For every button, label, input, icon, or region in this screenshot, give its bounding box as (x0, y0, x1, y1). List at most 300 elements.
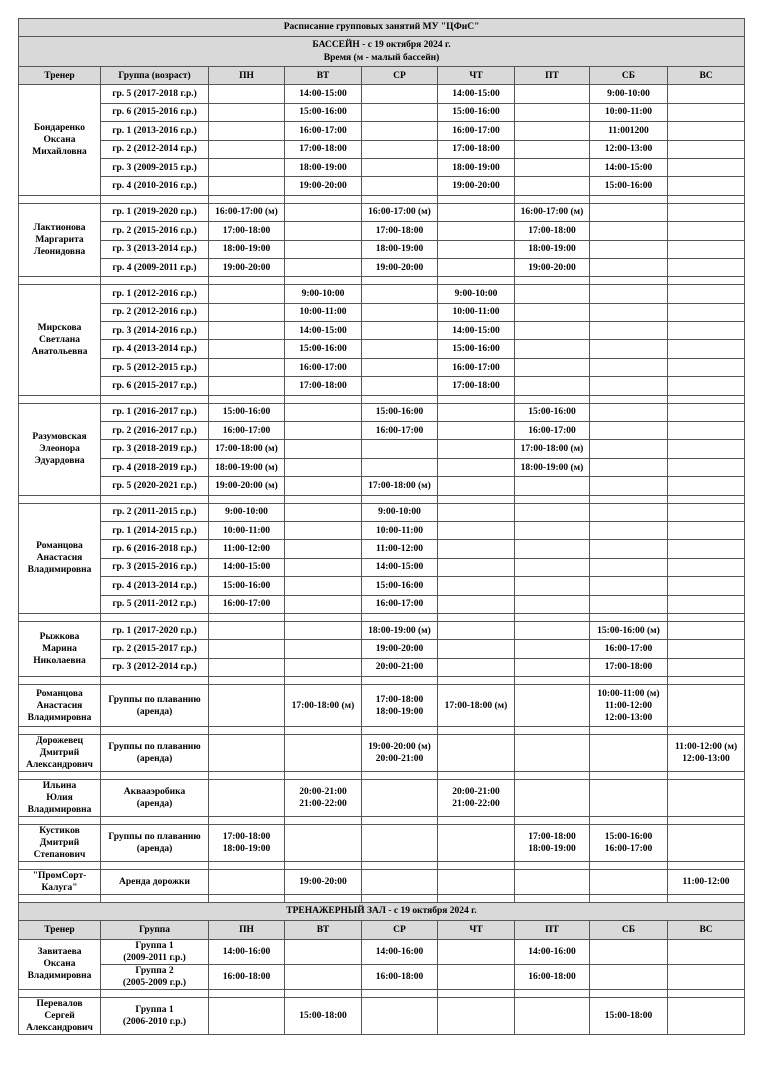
time-cell (590, 939, 668, 964)
group-cell: Аренда дорожки (101, 870, 209, 895)
time-cell (438, 540, 515, 558)
time-cell (515, 521, 590, 539)
spacer-cell (590, 895, 668, 903)
time-cell (285, 735, 362, 772)
time-cell (590, 595, 668, 613)
time-cell (590, 358, 668, 376)
time-cell: 17:00-18:00 (м) (438, 685, 515, 727)
spacer-cell (101, 277, 209, 285)
pool-row (19, 177, 745, 195)
pool-row (19, 521, 745, 539)
time-cell: 16:00-18:00 (362, 964, 438, 989)
time-cell (285, 825, 362, 862)
spacer-cell (590, 989, 668, 997)
time-cell: 15:00-16:00 (м) (590, 621, 668, 639)
time-cell (515, 303, 590, 321)
time-cell: 17:00-18:00 (362, 222, 438, 240)
time-cell (515, 621, 590, 639)
group-cell: гр. 3 (2012-2014 г.р.) (101, 658, 209, 676)
time-cell: 18:00-19:00 (209, 240, 285, 258)
time-cell: 19:00-20:00 (362, 640, 438, 658)
trainer-name: Романцова Анастасия Владимировна (19, 503, 101, 613)
pool-row (19, 258, 745, 276)
time-cell (515, 340, 590, 358)
pool-row (19, 403, 745, 421)
trainer-name: Ильина Юлия Владимировна (19, 780, 101, 817)
spacer-cell (362, 613, 438, 621)
pool-row (19, 458, 745, 476)
spacer-cell (285, 195, 362, 203)
pool-row (19, 621, 745, 639)
time-cell (515, 503, 590, 521)
time-cell (438, 458, 515, 476)
time-cell (668, 658, 745, 676)
spacer-cell (285, 395, 362, 403)
time-cell (668, 825, 745, 862)
time-cell (668, 285, 745, 303)
time-cell (515, 640, 590, 658)
trainer-name: Перевалов Сергей Александрович (19, 997, 101, 1034)
time-cell (515, 177, 590, 195)
time-cell: 20:00-21:00 (362, 658, 438, 676)
time-cell (590, 322, 668, 340)
spacer-cell (590, 195, 668, 203)
time-cell: 10:00-11:00 (362, 521, 438, 539)
spacer-cell (362, 895, 438, 903)
time-cell: 10:00-11:00 (м) 11:00-12:00 12:00-13:00 (590, 685, 668, 727)
time-cell (285, 939, 362, 964)
group-cell: гр. 2 (2015-2017 г.р.) (101, 640, 209, 658)
group-cell: Группа 1 (2006-2010 г.р.) (101, 997, 209, 1034)
spacer-cell (362, 395, 438, 403)
time-cell (285, 558, 362, 576)
time-cell (438, 735, 515, 772)
time-cell: 16:00-17:00 (м) (362, 203, 438, 221)
spacer-cell (438, 277, 515, 285)
spacer-cell (19, 772, 101, 780)
time-cell (209, 997, 285, 1034)
time-cell (285, 521, 362, 539)
spacer-cell (590, 677, 668, 685)
time-cell: 17:00-18:00 (м) (515, 440, 590, 458)
time-cell: 17:00-18:00 (м) (209, 440, 285, 458)
time-cell (590, 503, 668, 521)
time-cell (515, 780, 590, 817)
time-cell (362, 997, 438, 1034)
time-cell: 14:00-16:00 (209, 939, 285, 964)
spacer-cell (209, 395, 285, 403)
gym-banner-row (19, 903, 745, 921)
time-cell (590, 540, 668, 558)
header-cell: СР (362, 921, 438, 939)
pool-row (19, 103, 745, 121)
trainer-name: Лактионова Маргарита Леонидовна (19, 203, 101, 277)
time-cell: 14:00-16:00 (515, 939, 590, 964)
time-cell: 16:00-18:00 (209, 964, 285, 989)
time-cell (668, 997, 745, 1034)
group-cell: гр. 4 (2009-2011 г.р.) (101, 258, 209, 276)
time-cell (515, 158, 590, 176)
time-cell (668, 540, 745, 558)
spacer-cell (362, 277, 438, 285)
time-cell: 10:00-11:00 (285, 303, 362, 321)
time-cell: 17:00-18:00 (209, 222, 285, 240)
spacer-cell (515, 495, 590, 503)
time-cell: 14:00-15:00 (362, 558, 438, 576)
time-cell (285, 964, 362, 989)
spacer-cell (515, 989, 590, 997)
time-cell (590, 964, 668, 989)
trainer-name: Мирскова Светлана Анатольевна (19, 285, 101, 395)
header-cell: ПН (209, 921, 285, 939)
time-cell: 14:00-15:00 (285, 322, 362, 340)
time-cell: 9:00-10:00 (362, 503, 438, 521)
spacer-cell (515, 862, 590, 870)
time-cell (668, 939, 745, 964)
time-cell (590, 458, 668, 476)
spacer-cell (285, 989, 362, 997)
spacer-cell (515, 895, 590, 903)
spacer-cell (285, 613, 362, 621)
gym-row (19, 964, 745, 989)
group-cell: гр. 3 (2018-2019 г.р.) (101, 440, 209, 458)
spacer-cell (19, 677, 101, 685)
time-cell: 19:00-20:00 (209, 258, 285, 276)
spacer-cell (515, 727, 590, 735)
time-cell: 16:00-17:00 (438, 358, 515, 376)
spacer-cell (590, 862, 668, 870)
pool-row (19, 595, 745, 613)
group-cell: Группа 2 (2005-2009 г.р.) (101, 964, 209, 989)
time-cell (438, 503, 515, 521)
spacer-cell (19, 817, 101, 825)
pool-row (19, 240, 745, 258)
time-cell (362, 158, 438, 176)
time-cell: 19:00-20:00 (285, 177, 362, 195)
time-cell: 14:00-15:00 (209, 558, 285, 576)
spacer-cell (209, 613, 285, 621)
spacer-cell (668, 862, 745, 870)
time-cell (209, 658, 285, 676)
time-cell: 15:00-18:00 (590, 997, 668, 1034)
time-cell (285, 222, 362, 240)
time-cell: 18:00-19:00 (м) (209, 458, 285, 476)
time-cell: 17:00-18:00 18:00-19:00 (515, 825, 590, 862)
spacer-cell (101, 195, 209, 203)
spacer-cell (101, 895, 209, 903)
time-cell (590, 285, 668, 303)
spacer-cell (515, 613, 590, 621)
time-cell (209, 177, 285, 195)
time-cell (590, 240, 668, 258)
pool-header-row (19, 67, 745, 85)
time-cell: 11:00-12:00 (209, 540, 285, 558)
spacer-cell (209, 277, 285, 285)
time-cell (668, 577, 745, 595)
spacer-row (19, 989, 745, 997)
pool-row (19, 825, 745, 862)
time-cell: 11:00-12:00 (668, 870, 745, 895)
spacer-cell (515, 772, 590, 780)
spacer-cell (19, 895, 101, 903)
pool-row (19, 285, 745, 303)
time-cell (438, 825, 515, 862)
spacer-row (19, 277, 745, 285)
time-cell (209, 685, 285, 727)
group-cell: гр. 3 (2015-2016 г.р.) (101, 558, 209, 576)
time-cell: 18:00-19:00 (515, 240, 590, 258)
pool-row (19, 503, 745, 521)
time-cell (590, 340, 668, 358)
header-cell: ЧТ (438, 67, 515, 85)
spacer-cell (285, 895, 362, 903)
time-cell (362, 122, 438, 140)
spacer-cell (101, 495, 209, 503)
group-cell: гр. 6 (2015-2017 г.р.) (101, 377, 209, 395)
spacer-row (19, 195, 745, 203)
pool-row (19, 377, 745, 395)
time-cell: 19:00-20:00 (м) 20:00-21:00 (362, 735, 438, 772)
time-cell (438, 658, 515, 676)
time-cell (209, 103, 285, 121)
header-cell: ВТ (285, 921, 362, 939)
time-cell (590, 203, 668, 221)
time-cell (438, 577, 515, 595)
pool-row (19, 870, 745, 895)
spacer-cell (362, 772, 438, 780)
spacer-cell (101, 772, 209, 780)
time-cell (515, 85, 590, 103)
group-cell: гр. 6 (2016-2018 г.р.) (101, 540, 209, 558)
trainer-name: "ПромСорт- Калуга" (19, 870, 101, 895)
time-cell: 14:00-15:00 (590, 158, 668, 176)
time-cell: 19:00-20:00 (515, 258, 590, 276)
spacer-cell (515, 277, 590, 285)
spacer-cell (438, 727, 515, 735)
time-cell: 18:00-19:00 (м) (362, 621, 438, 639)
time-cell (362, 140, 438, 158)
pool-section-banner (19, 37, 745, 67)
spacer-cell (19, 195, 101, 203)
spacer-cell (285, 277, 362, 285)
spacer-cell (515, 195, 590, 203)
time-cell (590, 870, 668, 895)
header-cell: Группа (возраст) (101, 67, 209, 85)
time-cell: 11:00-12:00 (м) 12:00-13:00 (668, 735, 745, 772)
time-cell (438, 258, 515, 276)
time-cell (515, 870, 590, 895)
spacer-cell (438, 495, 515, 503)
time-cell (590, 403, 668, 421)
spacer-cell (285, 677, 362, 685)
group-cell: гр. 5 (2017-2018 г.р.) (101, 85, 209, 103)
group-cell: гр. 4 (2018-2019 г.р.) (101, 458, 209, 476)
spacer-cell (362, 195, 438, 203)
time-cell (668, 621, 745, 639)
time-cell: 17:00-18:00 (438, 140, 515, 158)
group-cell: гр. 3 (2014-2016 г.р.) (101, 322, 209, 340)
spacer-cell (438, 772, 515, 780)
time-cell (285, 458, 362, 476)
time-cell (515, 285, 590, 303)
time-cell (515, 997, 590, 1034)
time-cell: 9:00-10:00 (285, 285, 362, 303)
time-cell: 16:00-17:00 (209, 422, 285, 440)
time-cell: 16:00-17:00 (362, 422, 438, 440)
spacer-cell (438, 862, 515, 870)
time-cell: 15:00-16:00 (285, 340, 362, 358)
time-cell (438, 440, 515, 458)
group-cell: гр. 5 (2012-2015 г.р.) (101, 358, 209, 376)
time-cell: 15:00-16:00 (285, 103, 362, 121)
time-cell (515, 322, 590, 340)
time-cell (362, 103, 438, 121)
time-cell (668, 222, 745, 240)
spacer-row (19, 772, 745, 780)
time-cell: 15:00-18:00 (285, 997, 362, 1034)
spacer-cell (590, 495, 668, 503)
time-cell (209, 780, 285, 817)
spacer-cell (515, 817, 590, 825)
spacer-row (19, 895, 745, 903)
trainer-name: Рыжкова Марина Николаевна (19, 621, 101, 676)
time-cell (285, 240, 362, 258)
time-cell: 15:00-16:00 (438, 103, 515, 121)
spacer-cell (590, 277, 668, 285)
time-cell (438, 640, 515, 658)
gym-row (19, 997, 745, 1034)
spacer-cell (19, 989, 101, 997)
time-cell (438, 870, 515, 895)
time-cell (668, 521, 745, 539)
time-cell (362, 177, 438, 195)
time-cell (668, 780, 745, 817)
time-cell (209, 140, 285, 158)
spacer-cell (362, 817, 438, 825)
spacer-cell (668, 727, 745, 735)
time-cell (209, 621, 285, 639)
time-cell (515, 558, 590, 576)
group-cell: гр. 3 (2009-2015 г.р.) (101, 158, 209, 176)
group-cell: Группы по плаванию (аренда) (101, 825, 209, 862)
header-cell: ПТ (515, 67, 590, 85)
time-cell: 10:00-11:00 (209, 521, 285, 539)
spacer-cell (209, 677, 285, 685)
time-cell: 9:00-10:00 (438, 285, 515, 303)
time-cell (668, 258, 745, 276)
trainer-name: Кустиков Дмитрий Степанович (19, 825, 101, 862)
time-cell (668, 964, 745, 989)
time-cell (209, 640, 285, 658)
time-cell (438, 203, 515, 221)
time-cell (668, 103, 745, 121)
time-cell: 20:00-21:00 21:00-22:00 (438, 780, 515, 817)
time-cell: 17:00-18:00 (м) (362, 477, 438, 495)
time-cell (209, 377, 285, 395)
time-cell: 19:00-20:00 (438, 177, 515, 195)
gym-section-banner: ТРЕНАЖЕРНЫЙ ЗАЛ - с 19 октября 2024 г. (19, 903, 745, 921)
time-cell (362, 825, 438, 862)
time-cell (668, 440, 745, 458)
spacer-cell (101, 817, 209, 825)
pool-row (19, 735, 745, 772)
pool-row (19, 422, 745, 440)
time-cell: 17:00-18:00 (515, 222, 590, 240)
header-cell: СБ (590, 67, 668, 85)
spacer-cell (209, 727, 285, 735)
time-cell (362, 303, 438, 321)
spacer-cell (209, 817, 285, 825)
time-cell (438, 595, 515, 613)
time-cell (668, 340, 745, 358)
time-cell: 17:00-18:00 (м) (285, 685, 362, 727)
time-cell (362, 870, 438, 895)
time-cell: 15:00-16:00 16:00-17:00 (590, 825, 668, 862)
time-cell (209, 358, 285, 376)
time-cell (515, 595, 590, 613)
time-cell: 14:00-15:00 (438, 85, 515, 103)
spacer-cell (19, 862, 101, 870)
pool-row (19, 558, 745, 576)
group-cell: гр. 5 (2020-2021 г.р.) (101, 477, 209, 495)
time-cell (285, 477, 362, 495)
time-cell (209, 285, 285, 303)
time-cell (438, 997, 515, 1034)
group-cell: гр. 2 (2016-2017 г.р.) (101, 422, 209, 440)
pool-row (19, 440, 745, 458)
spacer-cell (285, 495, 362, 503)
pool-row (19, 658, 745, 676)
time-cell (362, 340, 438, 358)
time-cell (590, 558, 668, 576)
time-cell (515, 358, 590, 376)
spacer-cell (19, 277, 101, 285)
spacer-cell (668, 613, 745, 621)
time-cell (668, 85, 745, 103)
group-cell: гр. 2 (2011-2015 г.р.) (101, 503, 209, 521)
time-cell: 15:00-16:00 (209, 403, 285, 421)
spacer-cell (209, 495, 285, 503)
pool-row (19, 780, 745, 817)
time-cell (209, 122, 285, 140)
time-cell (515, 377, 590, 395)
group-cell: Группы по плаванию (аренда) (101, 735, 209, 772)
time-cell (515, 685, 590, 727)
time-cell (438, 939, 515, 964)
time-cell: 19:00-20:00 (285, 870, 362, 895)
trainer-name: Бондаренко Оксана Михайловна (19, 85, 101, 195)
time-cell (590, 735, 668, 772)
spacer-cell (515, 395, 590, 403)
spacer-cell (285, 727, 362, 735)
time-cell (668, 595, 745, 613)
group-cell: гр. 2 (2012-2014 г.р.) (101, 140, 209, 158)
spacer-cell (590, 727, 668, 735)
time-cell: 16:00-17:00 (209, 595, 285, 613)
time-cell (438, 621, 515, 639)
header-cell: ВС (668, 67, 745, 85)
time-cell: 17:00-18:00 (285, 377, 362, 395)
spacer-row (19, 817, 745, 825)
time-cell (590, 780, 668, 817)
group-cell: гр. 1 (2014-2015 г.р.) (101, 521, 209, 539)
page-title: Расписание групповых занятий МУ "ЦФиС" (19, 19, 745, 37)
spacer-row (19, 495, 745, 503)
spacer-cell (19, 613, 101, 621)
time-cell (668, 158, 745, 176)
time-cell (438, 521, 515, 539)
group-cell: гр. 1 (2017-2020 г.р.) (101, 621, 209, 639)
